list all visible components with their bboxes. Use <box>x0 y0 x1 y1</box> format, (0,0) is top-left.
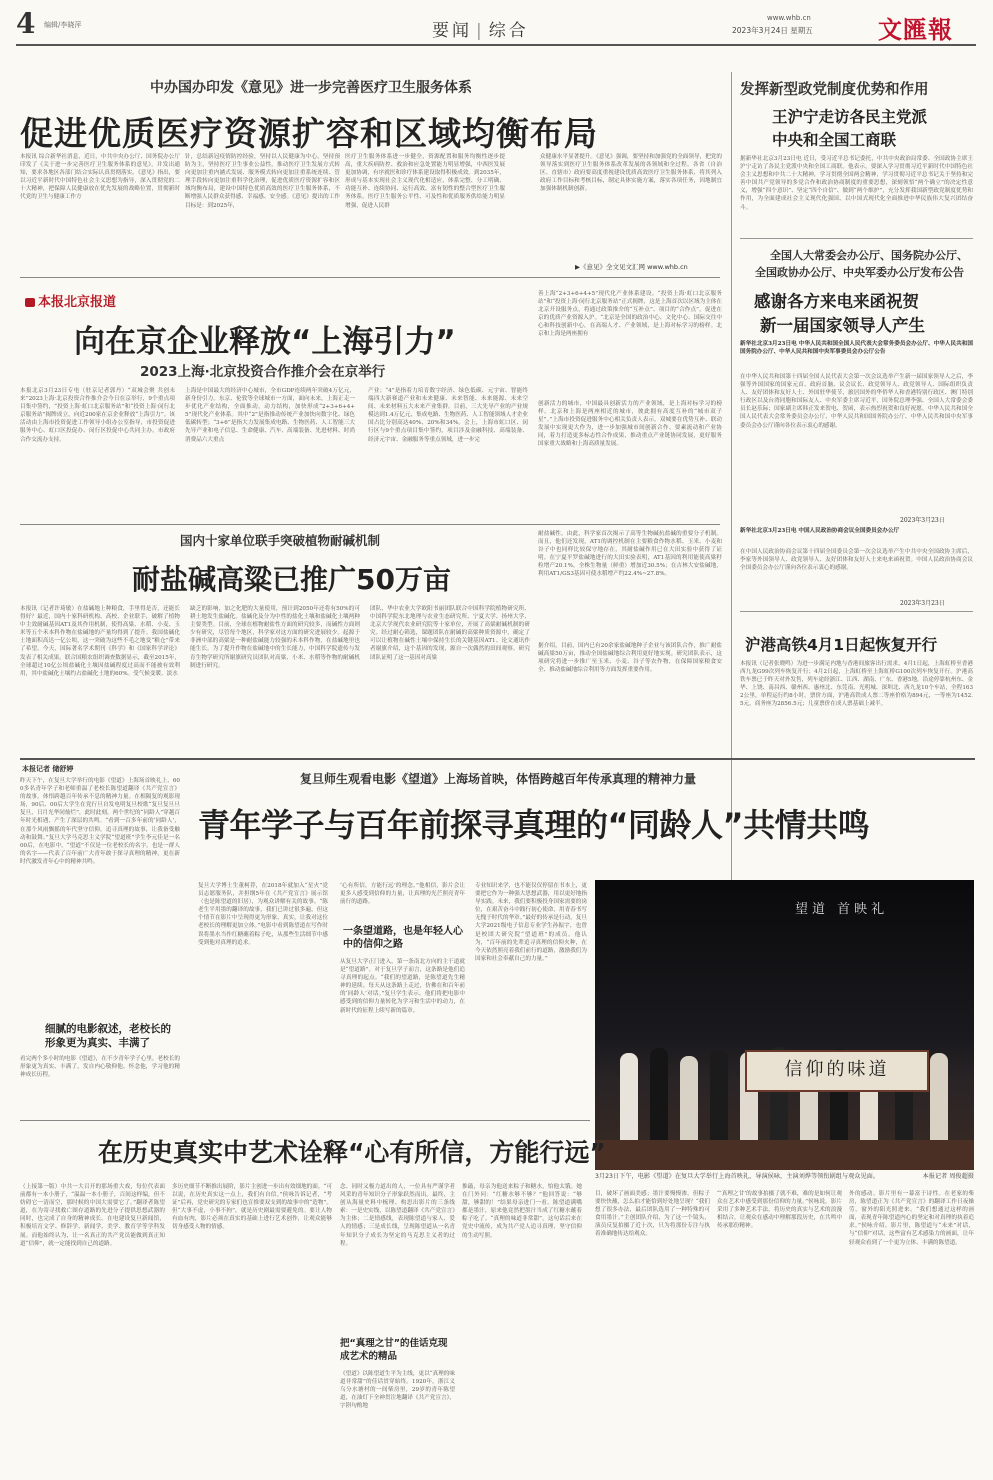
a7-col1: 昨天下午，在复旦大学举行的电影《望道》上海场首映礼上，600多名青年学子和老师重温了老校长陈望道翻译《共产党宣言》的故事，体悟跨越百年传承不息的精神力量。在相隔复的观影现场，90后、00后大学生在党行旦自发电明复旦校歌“复旦复旦旦复旦，日月光华同灿烂”，此时此刻，两个世纪的“同龄人”穿越百年时光相遇，产生了深层的共鸣。“看到一百多年前的‘同龄人’，在那个风雨飘摇的年代坚守信仰，追寻真理的故事，让我备受触动和鼓舞。”复旦大学马克思主义学院“望道班”学生李元佳是一名00后，在电影中，“望道”不仅是一位老校长的名字，也是一群人的名字——代表了百年前广大青年敢于探寻真理的精神，更在新时代激发青年心中的精神共鸣。 <box>20 778 180 865</box>
photo-scroll <box>745 1050 929 1092</box>
a5-headline: 耐盐碱高粱已推广50万亩 <box>132 563 451 596</box>
a5-col2: 缺乏的影响，加之化肥的大量使用，预计到2050年还将有50%的可耕土地发生盐碱化。盐碱化及分为中性的盐化土壤和盐碱化土壤两种主要类型。目前，全球在植物耐盐性方面的研究较多，而碱性方面则少有研究，尽管每个地区，科学家对这方面的研究进展较少。起源于非洲中部的高粱是一种耐盐碱能力较强的禾本科作物，在盐碱地里也能生长。为了提升作物在盐碱地中的生长能力，中国科学院遗传与发育生物学研究所谢旗研究员团队对高粱、小米、水稻等作物的耐碱机制进行研究。 <box>190 606 360 669</box>
photo-caption-text: 3月23日下午，电影《望道》在复旦大学举行上海首映礼，导演侯咏，主演刘烨等领衔剧组与观众见面。 <box>595 1173 880 1180</box>
a8-subhead: 把“真理之甘”的佳话克现成艺术的精品 <box>340 1338 448 1362</box>
a4-headline-line1: 感谢各方来电来函祝贺 <box>754 292 919 311</box>
a4-notice1-body: 在中华人民共和国第十四届全国人民代表大会第一次会议选举产生新一届国家领导人之后，李强等外国国家的国家元首、政府首脑、议会议长、政党领导人、政党领导人、国际组织负责人、友好团体和友好人士、外国驻华使节，旅居国外的华侨华人和香港特别行政区、澳门特别行政区以及台湾同胞和国际友人、中央军委主席习近平，国务院总理李强、全国人大常委会委员长赵乐际；国家副主席韩正发来贺电、贺函，表示热烈祝贺和良好祝愿。中华人民共和国全国人民代表大会常务委员会办公厅、中华人民共和国国务院办公厅、中华人民共和国中央军事委员会办公厅谨向各位表示衷心的感谢。 <box>740 374 973 429</box>
a2-body: 据新华社北京3月23日电 近日，受习近平总书记委托，中共中央政治局常委、全国政协主席王沪宁走访了各民主党派中央和全国工商联。他表示，要深入学习贯彻习近平新时代中国特色社会主义思想和中共二十大精神，学习贯彻全国两会精神，学习贯彻习近平总书记关于坚持和完善中国共产党领导的多党合作和政治协商制度的重要思想，深刻领悟“两个确立”的决定性意义，增强“四个意识”、坚定“四个自信”、做到“两个维护”，充分发挥我国新型政党制度优势和作用，为全面建成社会主义现代化强国、以中国式现代化全面推进中华民族伟大复兴团结奋斗。 <box>740 156 973 211</box>
a1-fulltext-link[interactable]: ▶《意见》全文见文汇网 www.whb.cn <box>575 263 688 271</box>
a7-col3b: 从复旦大学正门进入，第一条南北方向的主干道就是“望道路”。对于复旦学子而言，这条路是他们追寻真理的起点。“我们的望道路，是陈望道先生精神的延续。每天从这条路上走过，仿佛在和百年前的‘同龄人’对话。”复旦学生表示，他们将把电影中感受到的信仰力量转化为学习和生活中的动力，在新时代的征程上续写新的篇章。 <box>340 959 465 1014</box>
a8-col3b: 《望道》以陈望道生平为主线，更以“真理的味道非常甜”的佳话贯穿始终。1920年，浙江义乌分水塘村的一间柴房里，29岁的青年陈望道，在油灯下全神贯注地翻译《共产党宣言》，字斟句酌地 <box>340 1371 455 1410</box>
newspaper-logo: 文匯報 <box>878 16 953 44</box>
masthead <box>0 0 993 44</box>
a8-col5: 目，破坏了画面美感；墨汁要慢慢渗，但粽子要快快蘸，怎么拍才能恰到好处地呈现？“我们想了很多办法，最后团队选用了一种特殊的可食用墨汁。”主创团队介绍，为了这一个镜头，演员反复拍摄了近十次，只为将那份专注与执着准确地传达给观众。 <box>595 1191 710 1238</box>
section-title <box>432 16 529 41</box>
premiere-photo <box>595 880 974 1170</box>
a4-notice2-body: 在中国人民政治协商会议第十四届全国委员会第一次会议选举产生中共中央全国政协主席后，李家等外国领导人、政党领导人、友好团体和友好人士来电来函祝贺。中国人民政治协商会议全国委员会办公厅谨向各位表示衷心的感谢。 <box>740 549 973 572</box>
a3-col4: 善上海“2+3+6+4+5”现代化产业体系建设。“投资上海·虹口北京服务站”和“投资上海·闵行北京服务站”正式揭牌，这是上海首次以区域为主体在北京开设服务点，将通过政策推介的“互补点”、项目的“合作点”，促进在京的优质产业资源入沪。“北京是全国的政治中心、文化中心、国际交往中心和科技创新中心，在高端人才、产业领域，是上海对标学习的榜样。北京和上海是两座拥有 <box>538 291 722 338</box>
a2-kicker: 发挥新型政党制度优势和作用 <box>740 82 929 98</box>
a1-headline: 促进优质医疗资源扩容和区域均衡布局 <box>20 114 598 153</box>
section-left: 要闻 <box>432 21 472 41</box>
a4-notice2-date: 2023年3月23日 <box>900 600 945 607</box>
a8-headline: 在历史真实中艺术诠释“心有所信，方能行远” <box>98 1138 606 1167</box>
a5-col5: 据介绍，目前，国内已有20余家盐碱地种子企业与该团队合作，推广耐盐碱高粱50万亩，推动全国盐碱地综合利用更好地实现。研究团队表示，这项研究将进一步推广至玉米、小麦、谷子等农作物，在保障国家粮食安全、推动盐碱地综合利用等方面发挥重要作用。 <box>538 643 722 674</box>
a7-col4: 专业知识来学，也不能仅仅停留在书本上，更要把它作为一种强大思想武器，用以更好地指导实践。未来，我们要积极投身国家需要的岗位，在艰苦奋斗中践行初心使命，用青春书写无愧于时代的华章。”最好的传承是行动。复旦大学2021级电子信息专业学生孙振宇，也曾是校团大研究院“望道班”的成员。他认为，“百年前的先辈追寻真理的信仰火种，在今天依然照亮着我们前行的道路，激励我们为国家和社会奉献自己的力量。” <box>475 883 587 962</box>
photo-scroll-text: 信仰的味道 <box>784 1059 890 1080</box>
a8-col7: 外的感动。影片里有一幕富于诗性。在老家的柴房，陈望道正为《共产党宣言》的翻译工作日夜操劳，窗外的阳光照进来。“我们想通过这样的画面，表现青年陈望道内心的坚定和对真理的执着追求。”侯咏介绍，影片里，陈望道与“未来”对话，与“信仰”对话，这些富有艺术感染力的画面，让年轻观众看到了一个更为立体、丰满的陈望道。 <box>849 1191 974 1246</box>
photo-person <box>710 1050 728 1148</box>
a1-col1: 本报讯 综合新华社消息，近日，中共中央办公厅、国务院办公厅印发了《关于进一步完善医疗卫生服务体系的意见》，并发出通知，要求各地区各部门结合实际认真贯彻落实。《意见》指出，要以习近平新时代中国特色社会主义思想为指导，深入贯彻党的二十大精神，把保障人民健康放在优先发展的战略位置，贯彻新时代党的卫生与健康工作方 <box>20 154 180 201</box>
a3-top-rule <box>20 277 720 278</box>
a7-subhead2: 一条望道路，也是年轻人心中的信仰之路 <box>343 926 463 950</box>
a3-col3: 产业；“4”是指着力培育数字经济、绿色低碳、元宇宙、智能终端四大新赛道产业和未来健康、未来智能、未来能源、未来空间、未来材料五大未来产业集群。目前，三大先导产业的产业规模达到1.4万亿元，集成电路、生物医药、人工智能领域人才企业国占比分别高达40%、20%和34%。会上，上海市虹口区、闵行区与9个重点项目集中签约，项目涉及金融科技、高端装备、经济元宇宙、金融服务等重点领域，进一步完 <box>368 388 528 443</box>
section-right: 综合 <box>488 21 529 41</box>
a2-bottom-rule <box>740 238 973 239</box>
page-number: 4 <box>16 7 36 40</box>
photo-caption <box>595 1172 974 1181</box>
a3-flag-label: 本报北京报道 <box>38 295 117 310</box>
section-separator: | <box>476 21 485 41</box>
a3-col2: 上海是中国最大的经济中心城市，全市GDP连续两年突破4万亿元，新身份引力。东京、伦敦等全球城市一方面，面向未来，上海正走一步优化产业结构，全面推动，动力结构，加快形成“2+3+6+4+5”现代化产业体系。其中“2”是指推动传统产业加快向数字化、绿色低碳转型；“3+6”是指大力发展集成电路、生物医药、人工智能三大先导产业和电子信息、生命健康、汽车、高端装备、先进材料、时尚消费品六大重点 <box>185 388 355 443</box>
a4-headline-line2: 新一届国家领导人产生 <box>760 316 925 335</box>
a8-col6: “‘真理之甘’的故事拍摄了就不难，难的是如何让观众在艺术中感受到那份信仰的力量。”侯咏说，影片采用了多种艺术手法，将历史的真实与艺术的浪漫相结合，让观众在感动中理解那段历史，在共鸣中传承那份精神。 <box>717 1191 842 1230</box>
a7-col1b: 看完两个多小时的电影《望道》，在不少青年学子心里，老校长的形象更为真实、丰满了，发自内心敬仰他、怀念他，学习他的精神成长历程。 <box>20 1056 180 1079</box>
a5-top-rule <box>20 524 720 525</box>
photo-person <box>930 1053 948 1148</box>
photo-person <box>620 1053 638 1148</box>
photo-screen-text: 望道 首映礼 <box>795 902 889 917</box>
a8-col3: 念、同时又极力道出的人，一位具有严谨学者风采的青年知识分子形象跃然而出。最终，主创从海量史料中梳理、构思出影片的三条线索：一是史实线，以陈望道翻译《共产党宣言》为主体；二是情感线，表现陈望道与家人、爱人的情感；三是成长线，呈现陈望道从一名青年知识分子成长为坚定的马克思主义者的过程。 <box>340 1184 455 1247</box>
a6-headline: 沪港高铁4月1日起恢复开行 <box>745 636 938 654</box>
a2-headline-line2: 中央和全国工商联 <box>772 131 897 149</box>
site-url[interactable]: www.whb.cn <box>767 14 811 22</box>
a6-body: 本报讯（记者张晓鸣）为进一步满足内地与香港间旅客出行需求，4月1日起，上海虹桥至香港西九龙G99次列车恢复开行；4月2日起，上海虹桥至上海虹桥G100次列车恢复开行。沪港高铁车票已于昨天对外发售，列车途经浙江、江西、湖南、广东、香港5地，沿途停靠杭州东、金华、上饶、南昌西、赣州西、惠州北、东莞南、光明城、深圳北、西九龙10个车站，全程1632公里，单程运行约8小时。票价方面，沪港高铁成人票二等座价格为894元，一等座为1452.5元，商务座为2856.5元；儿童票价在成人票基础上减半。 <box>740 661 973 708</box>
a7-kicker: 复旦师生观看电影《望道》上海场首映，体悟跨越百年传承真理的精神力量 <box>300 772 697 786</box>
beijing-report-icon <box>25 298 35 307</box>
photo-person <box>650 1048 668 1148</box>
a7-top-rule <box>20 758 975 760</box>
editor-credit: 编辑/李晓萍 <box>44 21 82 29</box>
a1-col4: 众健康水平显著提升。《意见》强调，要坚持和加强党的全面领导，把党的领导落实到医疗卫生服务体系改革发展的各领域和全过程。各省（自治区、直辖市）政府要高度重视建设优质高效医疗卫生服务体系，将其列入政府工作目标和考核目标，制定具体实施方案，落实各项任务，因地制宜加强体制机制创新。 <box>540 154 722 193</box>
a5-col1: 本报讯（记者许琦敏）在盐碱地上种粮食，手里得是否，还能长得好？最近，国内十家科研机构、高校、企业联手，破解了植物中主效耐碱基因AT1及其作用机制，使得高粱、水稻、小麦、玉米等五个禾本科作物在盐碱地的产量均得到了提升。我国盐碱化土地面积高达一亿公顷，这一突破为这些不毛之地变“粮仓”带来了希望。今天，国际著名学术期刊《科学》和《国家科学评论》发表了相关成果。联合国粮农组织调查数据显示，截至2015年，全球超过10亿公顷盐碱化土壤因盐碱程度过高而不能被有效利用，其中盐碱化土壤约占盐碱化土地的60%。受气候变暖、淡水 <box>20 606 180 677</box>
a8-col2: 多历史细节不断推出展阶，影片主创进一步出有效细地的面。“可以说，在历史真实这一点上，我们有自信。”侯咏告诉记者，“考证”后再，党史研究的专家们也宣推要双支到的故事中的“造物”。但“大事不虚，小事不拘”，就是历史剧最需要避免的。要让人物有血有肉，影片必须在真实的基础上进行艺术创作，让观众能够切身感受人物的情感。 <box>172 1184 332 1231</box>
a3-col5: 创新活力的城市，中国最具创新活力的产业领域，是上海对标学习的榜样。北京和上海是两座相近的城市，彼此拥有高度互补的“城市双子星”。”上海市投资促进服务中心相关负责人表示，双城要在优势互补、联动发展中实现更大作为，进一步加强城市间创新合作、要素流动和产业协同，着力打造更多标志性合作成果，推动重点产业链协同发展，更好服务国家重大战略和上海高质量发展。 <box>538 401 722 448</box>
a5-col4: 耐盐碱性。由此，科学家首次揭示了高等生物碱抗盐碱的重要分子机制。而且，他们还发现，AT1的调控机制在主要粮食作物水稻、玉米、小麦和谷子中也同样比较保守地存在，其耐盐碱作用已在大田实验中获得了证明。在宁夏平罗盐碱地进行的大田实验表明，AT1基因的利用能使高粱籽粒增产20.1%，全株生物量（鲜重）增加近30.5%；在吉林大安盐碱地，利用AT1/GS3基因可使水稻增产约22.4%~27.8%。 <box>538 531 722 578</box>
a3-subhead: 2023上海·北京投资合作推介会在京举行 <box>140 364 386 380</box>
a7-headline: 青年学子与百年前探寻真理的“同龄人”共情共鸣 <box>198 806 870 844</box>
a8-col1: （上接第一版）中共一大召开的那场重大戏，每位代表面前都有一本小册子，“温温一本小册子，百间这样编，但不妨碍它一清而空，那时候的中国大需要它了。”翻译者陈望道，在为寄寻找救亡图存道路的先进分子提供思想武器的同时，也完成了自身的精神成长。在电建设复旦新闻馆，积极培育文学、修辞学、新闻学、美学、教育学等学科发展。而他始终认为，让一名真正的共产党员能做到真正知道“信仰”，就一定能找到自己的道路。 <box>20 1184 165 1247</box>
a1-col3: 医疗卫生服务体系进一步健全，资源配置和服务均衡性逐步提高，重大疾病防控、救治和应急处置能力明显增强，中西医发展更加协调，有序就医和诊疗体系建设取得积极成效。到2035年，形成与基本实现社会主义现代化相适应，体系完整、分工明确、功能互补、连续协同、运行高效、富有韧性的整合型医疗卫生服务体系，医疗卫生服务公平性、可及性和优质服务供给能力明显增强，促进人民群 <box>345 154 505 209</box>
photo-stage <box>595 1140 974 1170</box>
a4-kicker-line2: 全国政协办公厅、中央军委办公厅发布公告 <box>755 266 964 279</box>
a7-subhead1: 细腻的电影叙述，老校长的形象更为真实、丰满了 <box>45 1023 171 1049</box>
a8-top-rule <box>20 1120 590 1121</box>
issue-date: 2023年3月24日 星期五 <box>732 26 813 35</box>
a4-notice1-lead: 新华社北京3月23日电 中华人民共和国全国人民代表大会常务委员会办公厅、中华人民共和国国务院办公厅、中华人民共和国中央军事委员会办公厅公告 <box>740 341 973 356</box>
a3-col1: 本报北京3月23日专电（驻京记者郭丹）“双城会聚 共创未来”2023上海·北京投资合作推介会今日在京举行，9个重点项目集中签约，“投资上海·虹口北京服务站”和“投资上海·闵行北京服务站”揭牌成立，向近200家在京企业释放“上海引力”。该活动由上海市投资促进工作领导小组办公室指导，市投资促进服务中心、虹口区投促办、闵行区投促中心共同主办，市政府合作交流办支持。 <box>20 388 175 443</box>
a3-headline: 向在京企业释放“上海引力” <box>74 324 456 360</box>
masthead-rule <box>16 44 976 46</box>
a3-flag <box>25 291 116 310</box>
photo-person <box>680 1056 698 1148</box>
a2-headline-line1: 王沪宁走访各民主党派 <box>772 108 928 126</box>
a5-col3: 团队、华中农业大学欧阳书丽团队联合中国科学院植物研究所、中国科学院东北地理与农业生态研究所、宁夏大学、扬州大学、北京大学现代农业研究院等十家单位，开展了高粱耐碱机制的研究。经过耐心筛选，课题团队在耐碱的高粱种质资源中，确定了可以让植物在碱性土壤中保持生长的关键基因AT1。论文通讯作者谢旗介绍，这个基因的发现，源自一次偶然的田间观察。研究团队证明了这一基因对高粱 <box>370 606 530 661</box>
a8-col4: 推敲，母亲为他送来粽子和糖水，怕他太饿。她在门外问：“红糖水够不够？”他回答说：“够甜，够甜的！”结果母亲进门一看，陈望道满嘴都是墨汁，原来他竟然把墨汁当成了红糖水蘸着粽子吃了。“真理的味道非常甜”，这句话后来在党史中流传，成为共产党人追寻真理、坚守信仰的生动写照。 <box>462 1184 582 1239</box>
a4-notice2-lead: 新华社北京3月23日电 中国人民政治协商会议全国委员会办公厅 <box>740 528 900 534</box>
a4-kicker-line1: 全国人大常委会办公厅、国务院办公厅、 <box>770 249 968 262</box>
a4-notice1-date: 2023年3月23日 <box>900 517 945 524</box>
a1-kicker: 中办国办印发《意见》进一步完善医疗卫生服务体系 <box>150 80 472 96</box>
photo-credit: 本报记者 周俊超摄 <box>922 1173 974 1180</box>
a4-bottom-rule <box>740 611 973 612</box>
a7-col3: ‘心有所信，方能行远’的理念。”他相信，影片会让更多人感受到信仰的力量，让真理的光芒照亮青年前行的道路。 <box>340 883 465 906</box>
a7-byline: 本报记者 储舒婷 <box>22 765 74 773</box>
a7-col2: 复旦大学博士生董柯荐，在2018年就加入“星火”党员志愿服务队，并担纲5年在《共产党宣言》展示馆（也是陈望道的旧居），为观众讲解有关的故事。“陈老生平用墨的翻译的故事，我们已讲过很多遍，但这个情节在影片中呈现得更为形象、真实，让我对这位老校长的理解更加立体。”电影中看到陈望道在写作时误将墨水当作红糖蘸着粽子吃，从那些生活细节中感受到他对真理的追求。 <box>198 883 328 946</box>
a1-col2: 针，总结新冠疫情防控经验，坚持以人民健康为中心，坚持预防为主，坚持医疗卫生事业公益性，推动医疗卫生发展方式转向更加注重内涵式发展、服务模式转向更加注重系统连续、管理手段转向更加注重科学化治理，促进优质医疗资源扩容和区域均衡布局，建设中国特色优质高效的医疗卫生服务体系，不断增强人民群众获得感、幸福感、安全感。《意见》提出的工作目标是：到2025年， <box>185 154 340 209</box>
a5-kicker: 国内十家单位联手突破植物耐碱机制 <box>180 533 381 548</box>
